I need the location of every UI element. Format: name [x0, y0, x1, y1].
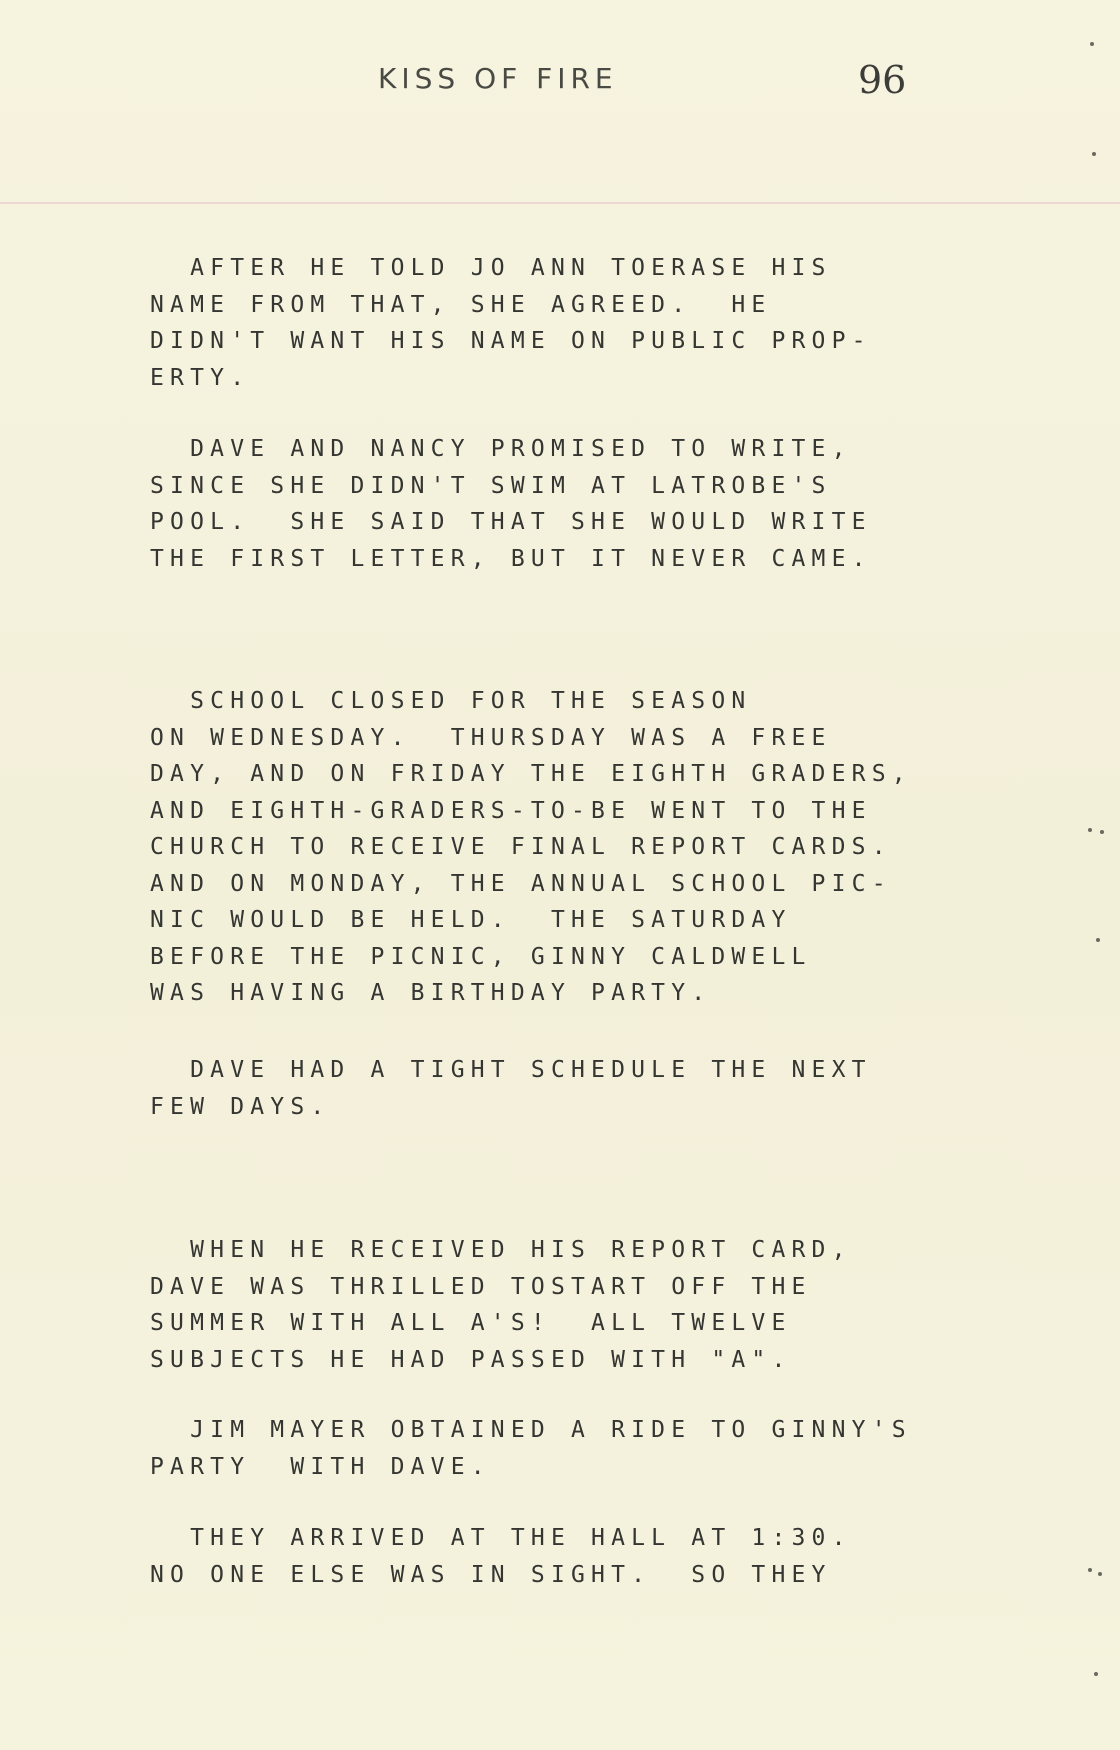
paper-speck — [1096, 938, 1100, 942]
paragraph-report-card: WHEN HE RECEIVED HIS REPORT CARD, DAVE WAS THRILLED TOSTART OFF THE SUMMER WITH ALL A'S! ALL TWELVE SUBJECTS HE HAD PASSED WITH "A". — [150, 1237, 852, 1373]
paragraph-jo-ann: AFTER HE TOLD JO ANN TOERASE HIS NAME FROM THAT, SHE AGREED. HE DIDN'T WANT HIS NAME ON PUBLIC PROP- ERTY. — [150, 255, 872, 391]
paper-speck — [1098, 1572, 1102, 1576]
paper-speck — [1088, 828, 1092, 832]
page-title: KISS OF FIRE — [378, 62, 618, 95]
paragraph-dave-nancy: DAVE AND NANCY PROMISED TO WRITE, SINCE SHE DIDN'T SWIM AT LATROBE'S POOL. SHE SAID THAT SHE WOULD WRITE THE FIRST LETTER, BUT IT NEVER CAME. — [150, 436, 872, 572]
paragraph-school-closed: SCHOOL CLOSED FOR THE SEASON ON WEDNESDAY. THURSDAY WAS A FREE DAY, AND ON FRIDAY THE EIGHTH GRADERS, AND EIGHTH-GRADERS-TO-BE WENT TO THE CHURCH TO RECEIVE FINAL REPORT CARDS. AND ON MONDAY, THE ANNUAL SCHOOL PIC- NIC WOULD BE HELD. THE SATURDAY BEFORE THE PICNIC, GINNY CALDWELL WAS HAVING A BIRTHDAY PARTY. — [150, 688, 912, 1006]
paper-speck — [1090, 42, 1094, 46]
paper-speck — [1088, 1568, 1092, 1572]
paper-speck — [1092, 152, 1096, 156]
faint-rule-line — [0, 202, 1120, 204]
paragraph-tight-schedule: DAVE HAD A TIGHT SCHEDULE THE NEXT FEW DAYS. — [150, 1057, 872, 1120]
paper-speck — [1100, 830, 1104, 834]
paper-speck — [1094, 1672, 1098, 1676]
page-number: 96 — [858, 58, 907, 102]
paragraph-jim-mayer: JIM MAYER OBTAINED A RIDE TO GINNY'S PARTY WITH DAVE. — [150, 1417, 912, 1480]
paragraph-arrived-hall: THEY ARRIVED AT THE HALL AT 1:30. NO ONE ELSE WAS IN SIGHT. SO THEY — [150, 1525, 852, 1588]
